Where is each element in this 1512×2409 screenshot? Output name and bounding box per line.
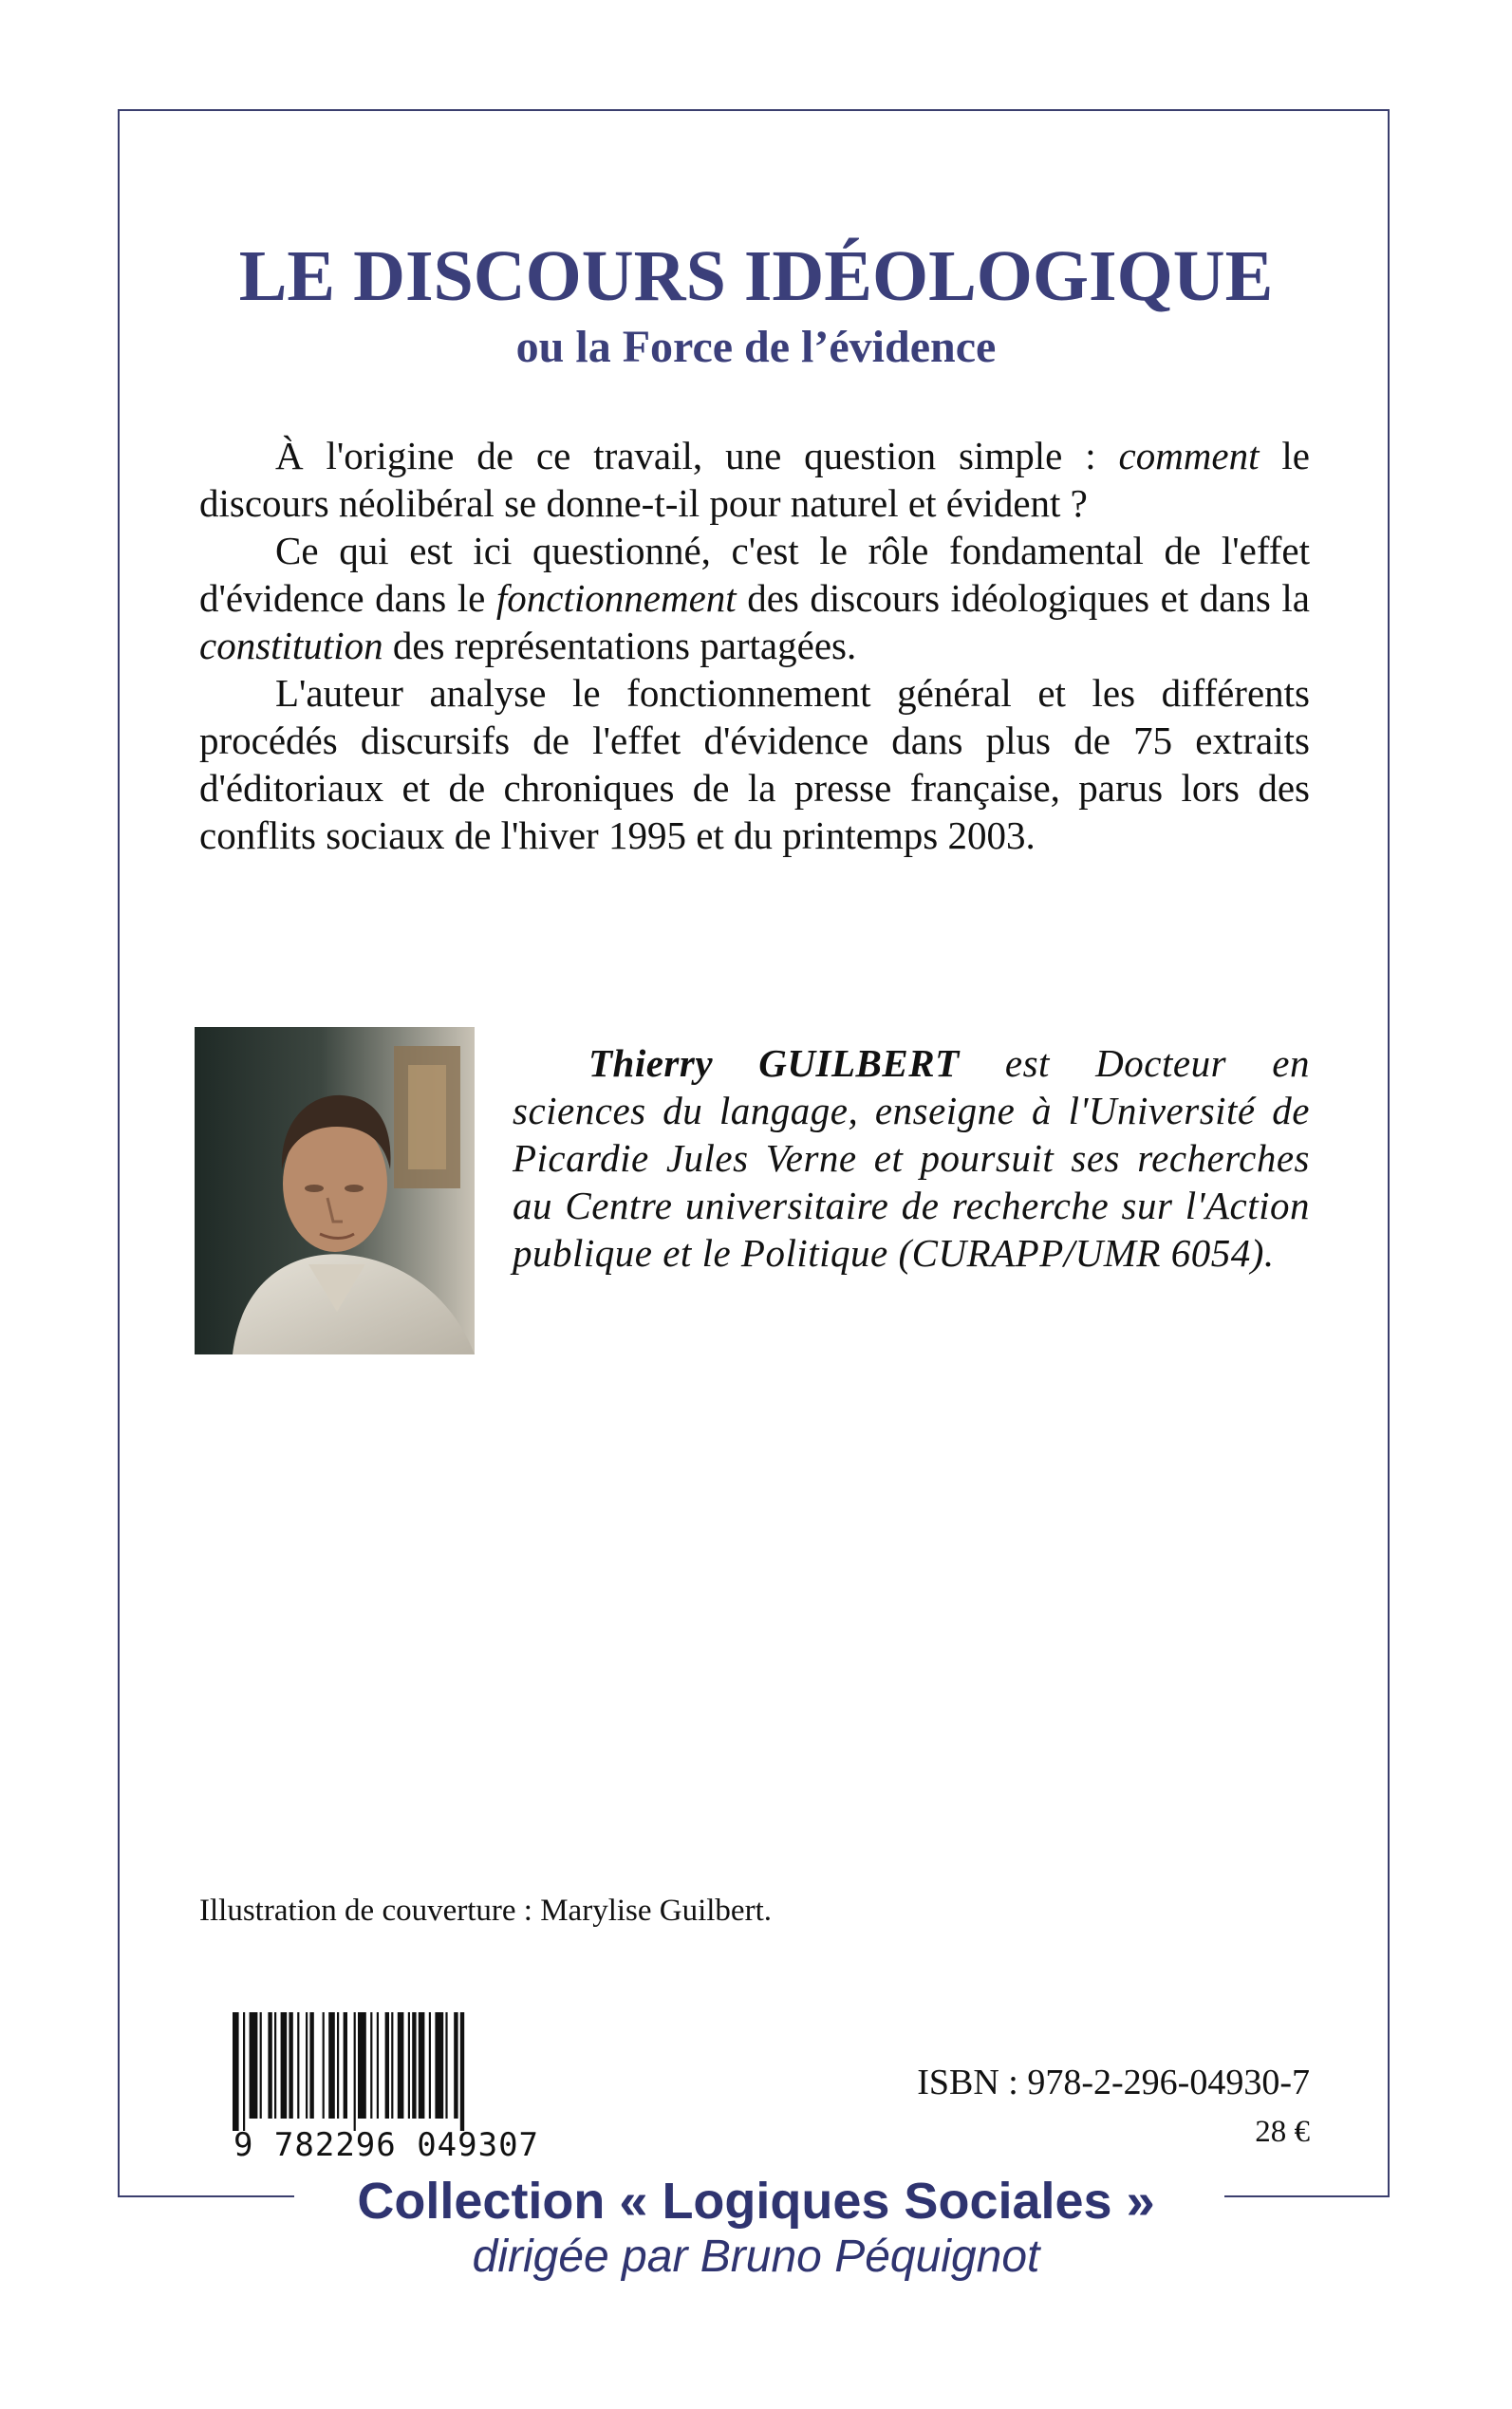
barcode-digits: 9 782296 049307 [233, 2126, 540, 2159]
barcode-bar [454, 2012, 457, 2119]
book-subtitle: ou la Force de l’évidence [515, 322, 997, 372]
barcode-bar [306, 2012, 308, 2119]
barcode-icon [195, 2008, 579, 2159]
barcode-bar [377, 2012, 379, 2119]
barcode-bar [281, 2012, 288, 2119]
summary-p2-part-c: des représentations partagées. [383, 624, 857, 667]
summary-p2-part-a: Ce qui est ici questionné, c'est le rôle fondamental de l'effet d'évidence dans le [199, 529, 1310, 620]
barcode-bar [323, 2012, 325, 2119]
author-bio [513, 1039, 1310, 1277]
author-name: Thierry GUILBERT [588, 1041, 960, 1085]
barcode-bar [435, 2012, 443, 2119]
barcode-bar [370, 2012, 372, 2119]
summary-paragraph-2 [199, 527, 1310, 669]
barcode-bar [309, 2012, 313, 2119]
illustration-credit: Illustration de couverture : Marylise Guilbert. [199, 1894, 772, 1928]
barcode-bar [260, 2012, 262, 2119]
barcode-bar [268, 2012, 271, 2119]
author-portrait-image [195, 1027, 475, 1354]
barcode-bar [344, 2012, 347, 2119]
barcode-bar [445, 2012, 447, 2119]
collection-director: dirigée par Bruno Péquignot [472, 2232, 1040, 2282]
barcode [195, 2008, 579, 2159]
collection-name: Collection « Logiques Sociales » [357, 2173, 1155, 2230]
summary-text [199, 432, 1310, 859]
book-title: LE DISCOURS IDÉOLOGIQUE [238, 236, 1274, 316]
summary-p2-emphasis-2: constitution [199, 624, 383, 667]
barcode-bar [337, 2012, 339, 2119]
price: 28 € [1255, 2115, 1310, 2149]
barcode-bar [289, 2012, 292, 2119]
summary-p2-emphasis-1: fonctionnement [495, 576, 737, 620]
barcode-bar [391, 2012, 393, 2119]
barcode-bar [250, 2012, 258, 2119]
barcode-bar [460, 2012, 464, 2131]
isbn: ISBN : 978-2-296-04930-7 [917, 2063, 1310, 2102]
barcode-bar [328, 2012, 335, 2119]
summary-p1-part-b: le discours néolibéral se donne-t-il pour naturel et évident ? [199, 434, 1310, 525]
author-photo [195, 1027, 475, 1354]
barcode-bar [297, 2012, 299, 2119]
summary-paragraph-3: L'auteur analyse le fonctionnement général et les différents procédés discursifs de l'effet d'évidence dans plus de 75 extraits d'éditoriaux et de chroniques de la presse française, parus lors des conflits sociaux de l'hiver 1995 et du printemps 2003. [199, 671, 1310, 857]
barcode-bar [398, 2012, 404, 2119]
barcode-bar [419, 2012, 425, 2119]
barcode-bar [274, 2012, 276, 2119]
summary-p1-part-a: À l'origine de ce travail, une question simple : [275, 434, 1119, 477]
barcode-bar [408, 2012, 410, 2119]
barcode-bar [233, 2012, 239, 2131]
summary-p2-part-b: des discours idéologiques et dans la [736, 576, 1310, 620]
barcode-bar [358, 2012, 366, 2119]
barcode-bar [429, 2012, 431, 2119]
barcode-bar [412, 2012, 416, 2119]
barcode-bar [354, 2012, 356, 2131]
author-bio-text: est Docteur en sciences du langage, enseigne à l'Université de Picardie Jules Verne et poursuit ses recherches au Centre universitaire de recherche sur l'Action publique et le Politique (CURAPP/UMR 6054). [513, 1041, 1310, 1275]
barcode-bar [385, 2012, 389, 2119]
summary-paragraph-1 [199, 432, 1310, 527]
barcode-bar [243, 2012, 245, 2131]
summary-p1-emphasis: comment [1118, 434, 1260, 477]
